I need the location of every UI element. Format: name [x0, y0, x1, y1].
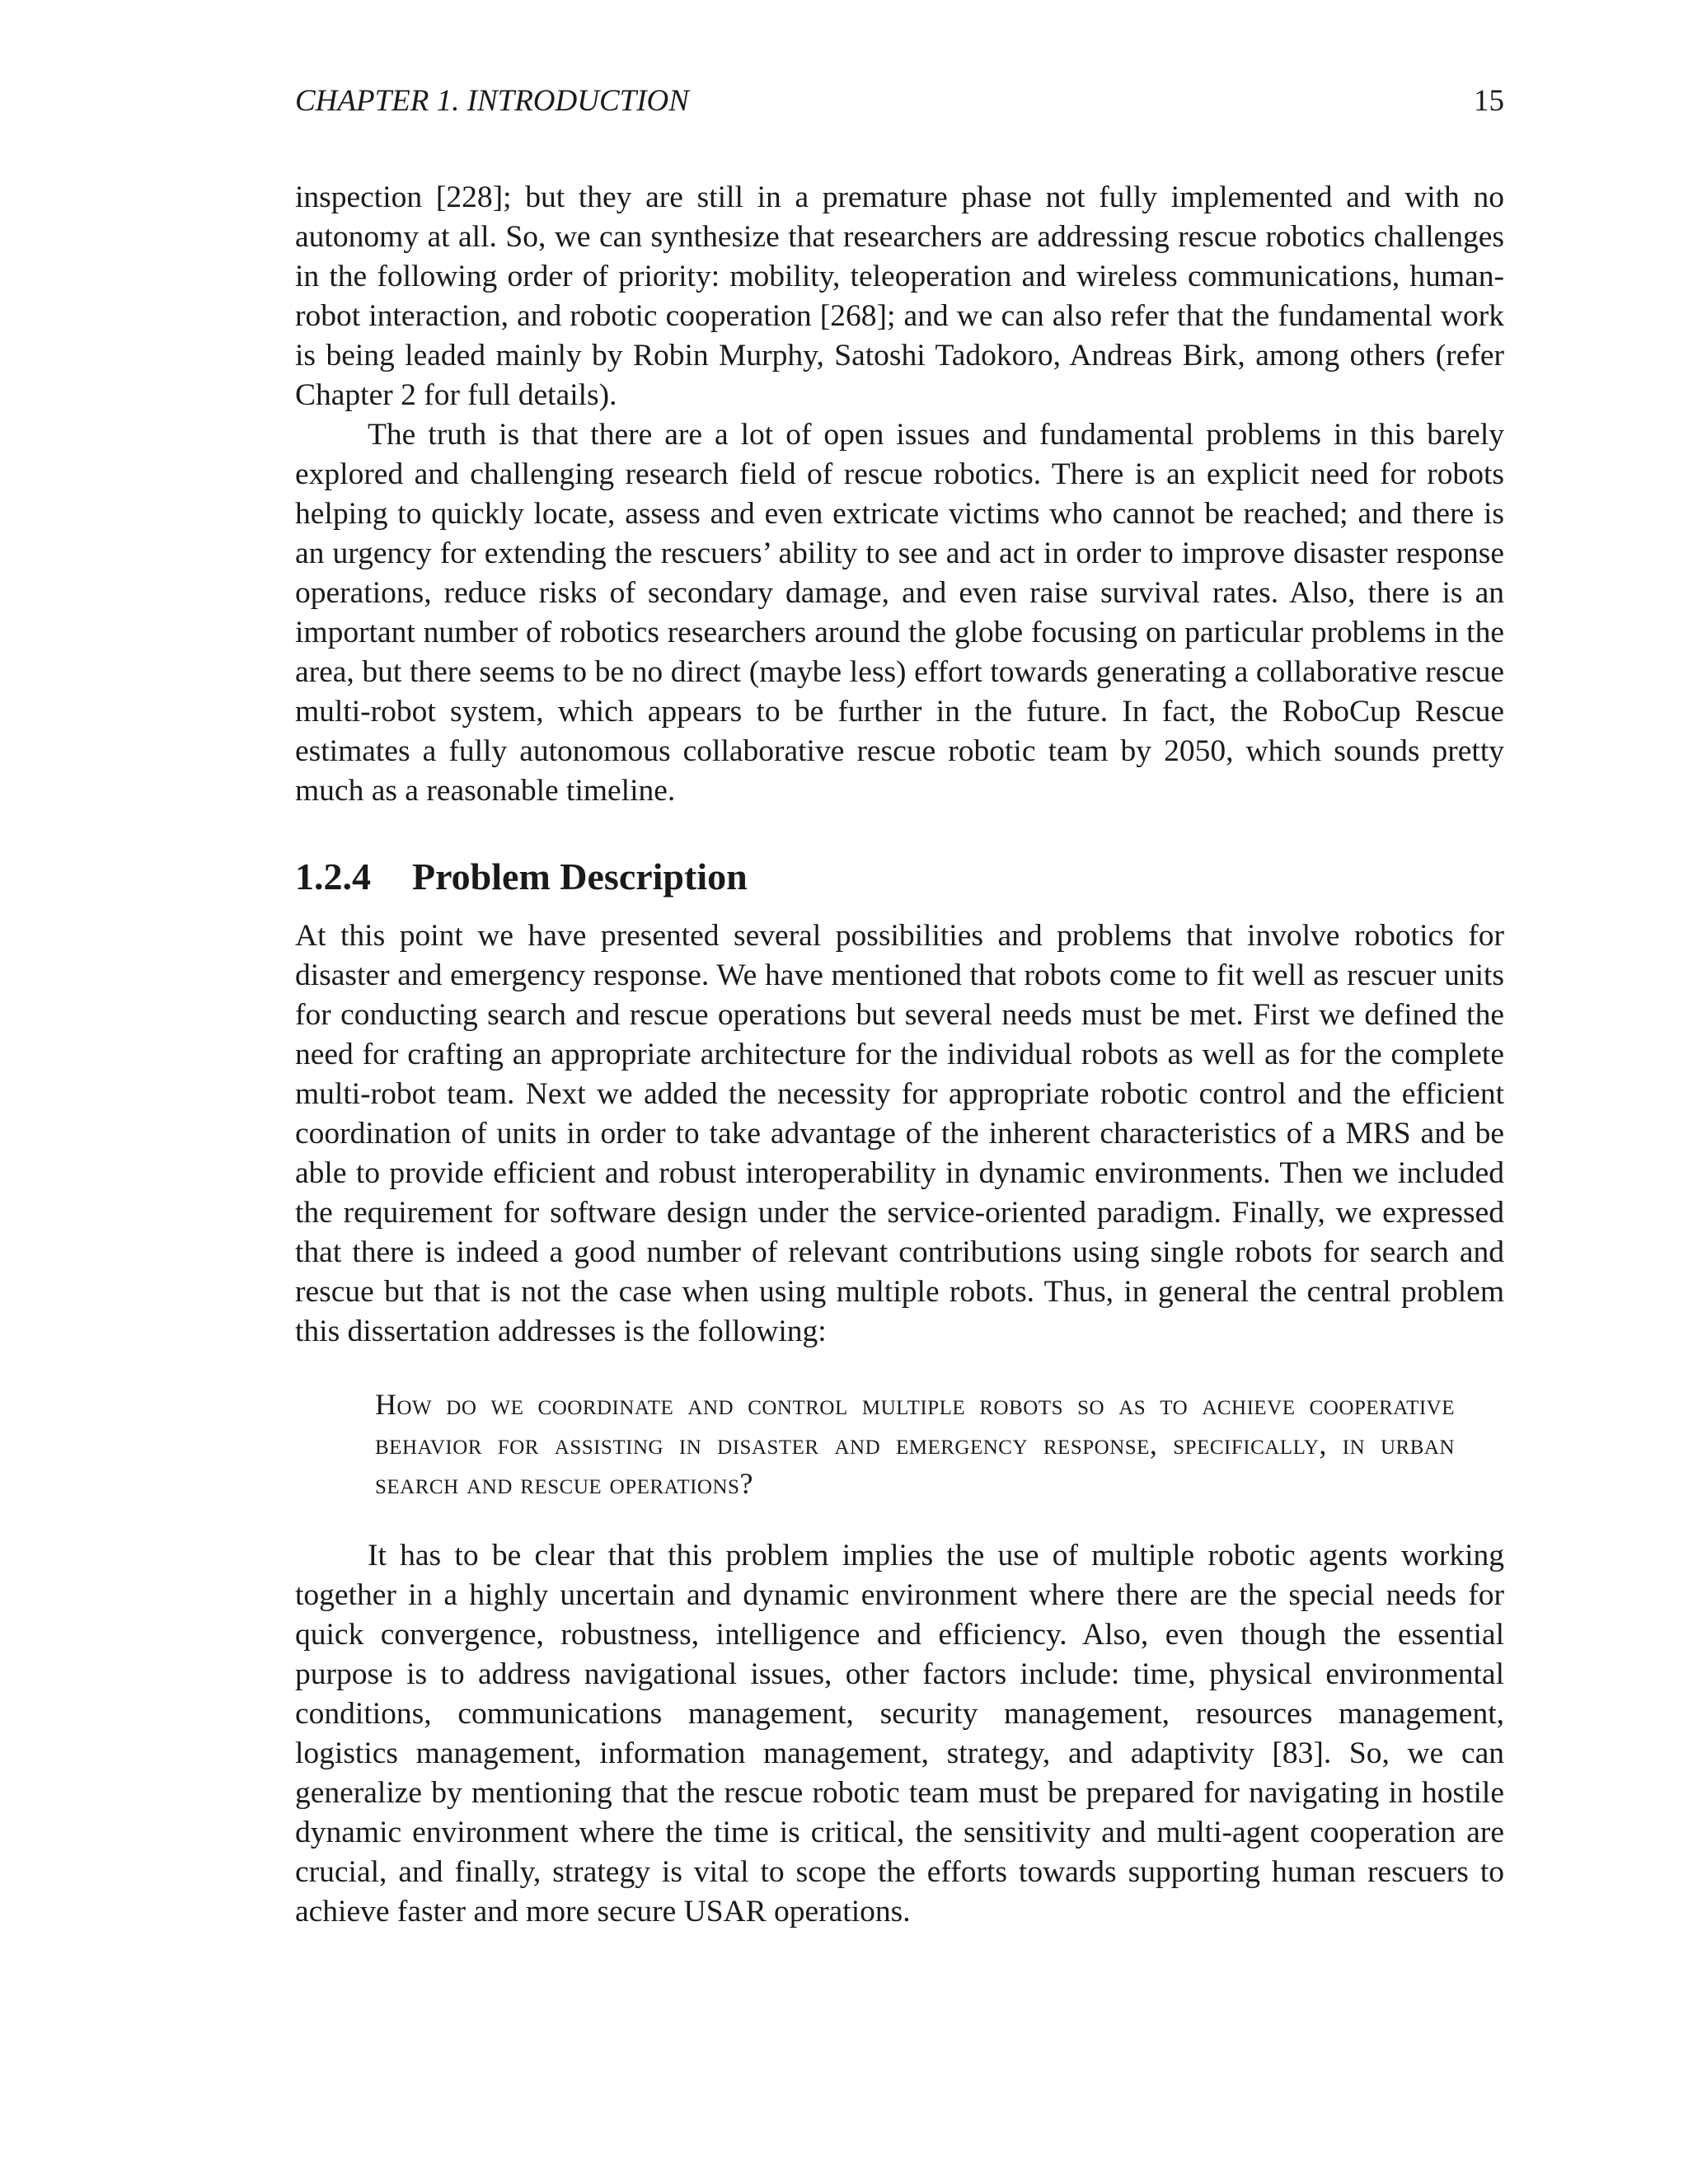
section-heading	[295, 854, 1504, 900]
paragraph: inspection [228]; but they are still in a premature phase not fully implemented and with no autonomy at all. So, we can synthesize that researchers are addressing rescue robotics challenges in the following order of priority: mobility, teleoperation and wireless communications, human-robot interaction, and robotic cooperation [268]; and we can also refer that the fundamental work is being leaded mainly by Robin Murphy, Satoshi Tadokoro, Andreas Birk, among others (refer Chapter 2 for full details).	[295, 180, 1504, 412]
problem-statement: How do we coordinate and control multiple robots so as to achieve cooperative behavior for assisting in disaster and emergency response, specifically, in urban search and rescue operations?	[375, 1388, 1455, 1500]
running-header	[295, 81, 1504, 122]
chapter-title: CHAPTER 1. INTRODUCTION	[295, 84, 689, 118]
page-number: 15	[1474, 84, 1504, 118]
paragraph: The truth is that there are a lot of open issues and fundamental problems in this barely explored and challenging research field of rescue robotics. There is an explicit need for robots helping to quickly locate, assess and even extricate victims who cannot be reached; and there is an urgency for extending the rescuers’ ability to see and act in order to improve disaster response operations, reduce risks of secondary damage, and even raise survival rates. Also, there is an important number of robotics researchers around the globe focusing on particular problems in the area, but there seems to be no direct (maybe less) effort towards generating a collaborative rescue multi-robot system, which appears to be further in the future. In fact, the RoboCup Rescue estimates a fully autonomous collaborative rescue robotic team by 2050, which sounds pretty much as a reasonable timeline.	[295, 418, 1504, 808]
paragraph: At this point we have presented several possibilities and problems that involve robotics for disaster and emergency response. We have mentioned that robots come to fit well as rescuer units for conducting search and rescue operations but several needs must be met. First we defined the need for crafting an appropriate architecture for the individual robots as well as for the complete multi-robot team. Next we added the necessity for appropriate robotic control and the efficient coordination of units in order to take advantage of the inherent characteristics of a MRS and be able to provide efficient and robust interoperability in dynamic environments. Then we included the requirement for software design under the service-oriented paradigm. Finally, we expressed that there is indeed a good number of relevant contributions using single robots for search and rescue but that is not the case when using multiple robots. Thus, in general the central problem this dissertation addresses is the following:	[295, 919, 1504, 1348]
section-title: Problem Description	[412, 855, 748, 898]
document-page	[295, 0, 1504, 2184]
section-number: 1.2.4	[295, 855, 371, 898]
body-text	[295, 178, 1504, 1932]
paragraph: It has to be clear that this problem implies the use of multiple robotic agents working together in a highly uncertain and dynamic environment where there are the special needs for quick convergence, robustness, intelligence and efficiency. Also, even though the essential purpose is to address navigational issues, other factors include: time, physical environmental conditions, communications management, security management, resources management, logistics management, information management, strategy, and adaptivity [83]. So, we can generalize by mentioning that the rescue robotic team must be prepared for navigating in hostile dynamic environment where the time is critical, the sensitivity and multi-agent cooperation are crucial, and finally, strategy is vital to scope the efforts towards supporting human rescuers to achieve faster and more secure USAR operations.	[295, 1539, 1504, 1929]
